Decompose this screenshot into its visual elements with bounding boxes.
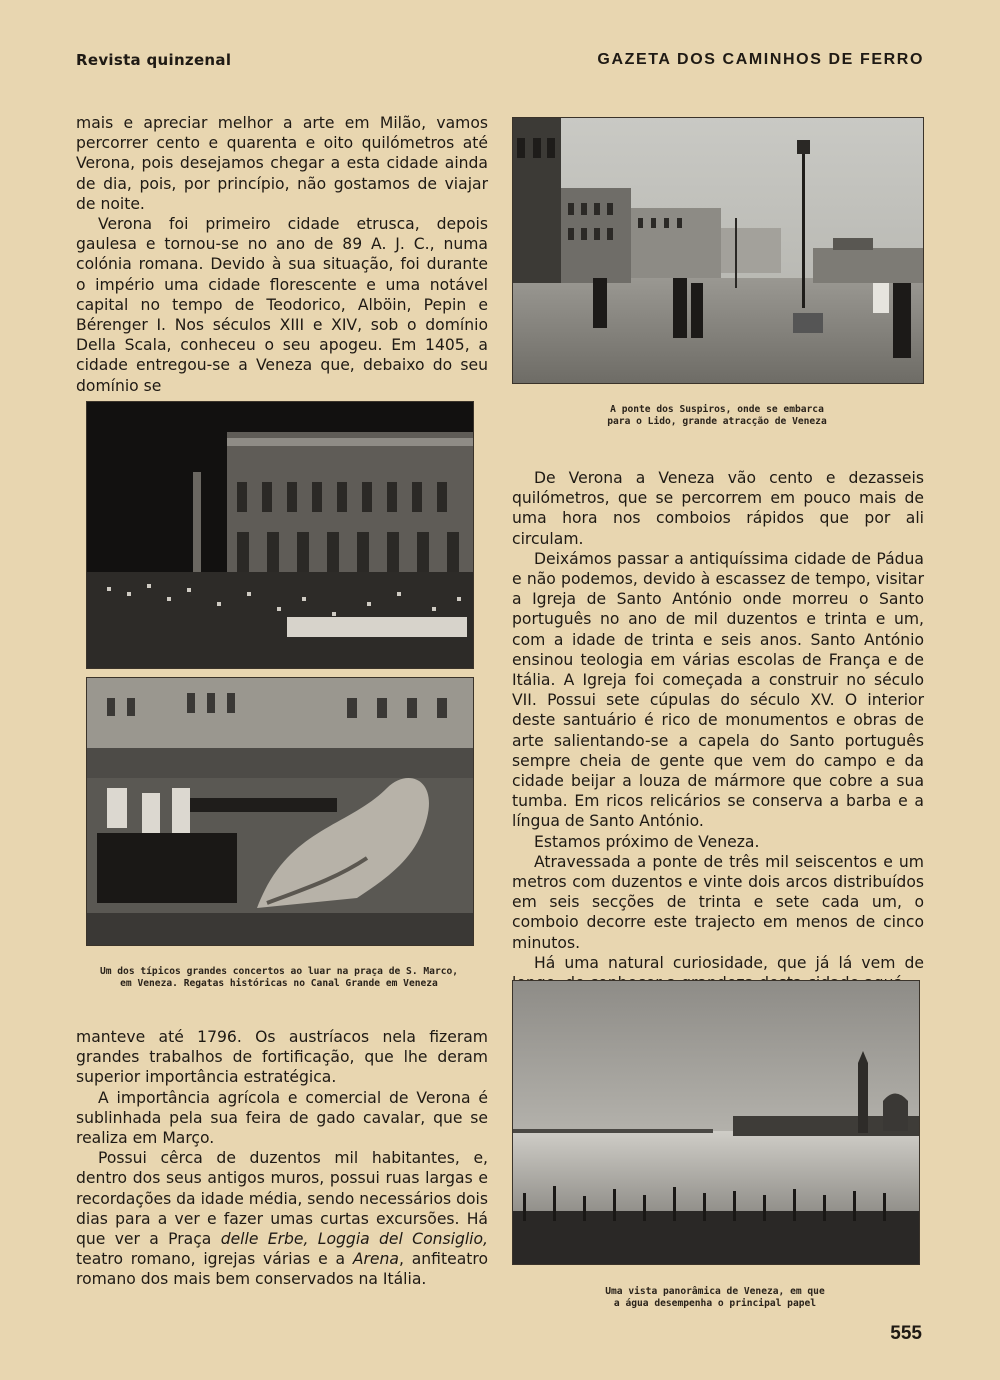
italic-arena: Arena (352, 1250, 399, 1269)
text-run: Possui cêrca de duzentos mil habitantes, e, dentro dos seus antigos muros, possui ruas largas e recordações da idade média, sendo necessários dois dias para a ver e fazer umas curtas excursões. Há que ver a Praça (76, 1149, 488, 1249)
photo-grand-canal-regatta (86, 677, 474, 946)
photo-san-marco-concert (86, 401, 474, 669)
caption-line: em Veneza. Regatas históricas no Canal Grande em Veneza (120, 978, 438, 989)
paragraph: Deixámos passar a antiquíssima cidade de Pádua e não podemos, devido à escassez de tempo, visitar a Igreja de Santo António onde morreu o Santo português no ano de mil duzentos e trinta e um, com a idade de trinta e seis anos. Santo António ensinou teologia em várias escolas de França e de Itália. A Igreja foi começada a construir no século VII. Possui sete cúpulas do século XV. O interior deste santuário é rico de monumentos e obras de arte salientando-se a capela do Santo português sempre cheia de gente que vem do campo e da cidade beijar a louza de mármore que cobre a sua tumba. Em ricos relicários se conserva a barba e a língua de Santo António. (512, 549, 924, 831)
paragraph: De Verona a Veneza vão cento e dezasseis quilómetros, que se percorrem em pouco mais de uma hora nos comboios rápidos que por ali circulam. (512, 469, 924, 548)
text-run: , anfiteatro romano dos mais bem conservados na Itália. (76, 1250, 488, 1289)
paragraph: Atravessada a ponte de três mil seiscentos e um metros com duzentos e vinte dois arcos distribuídos em seis secções de trinta e sete cada um, o comboio decorre este trajecto em menos de cinco minutos. (512, 852, 924, 952)
paragraph (76, 1148, 488, 1289)
caption-waterfront (512, 404, 922, 428)
text-run: teatro romano, igrejas várias e a (76, 1250, 353, 1269)
paragraph: mais e apreciar melhor a arte em Milão, vamos percorrer cento e quarenta e oito quilómetros até Verona, pois desejamos chegar a esta cidade ainda de dia, pois, por princípio, não gostamos de viajar de noite. (76, 114, 488, 213)
paragraph: manteve até 1796. Os austríacos nela fizeram grandes trabalhos de fortificação, que lhe deram superior importância estratégica. (76, 1028, 488, 1087)
caption-line: Uma vista panorâmica de Veneza, em que (605, 1286, 825, 1297)
photo-venice-panorama (512, 980, 920, 1265)
caption-concert-regatta (86, 966, 472, 990)
italic-place-names: delle Erbe, Loggia del Consiglio, (220, 1230, 489, 1249)
left-column-top-text (76, 113, 488, 396)
paragraph: Há uma natural curiosidade, que já lá vem de (534, 953, 924, 972)
photo-waterfront-promenade (512, 117, 924, 384)
left-column-bottom-text (76, 1027, 488, 1290)
caption-line: Um dos típicos grandes concertos ao luar na praça de S. Marco, (99, 966, 459, 977)
caption-panorama (512, 1286, 918, 1310)
paragraph: Verona foi primeiro cidade etrusca, depois gaulesa e tornou-se no ano de 89 A. J. C., numa colónia romana. Devido à sua situação, foi durante o império uma cidade florescente e uma notável capital no tempo de Teodorico, Alböin, Pepin e Bérenger I. Nos séculos XIII e XIV, sob o domínio Della Scala, conheceu o seu apogeu. Em 1405, a cidade entregou-se a Veneza que, debaixo do seu domínio se (76, 215, 488, 395)
caption-line: A ponte dos Suspiros, onde se embarca (610, 404, 824, 415)
paragraph: A importância agrícola e comercial de Verona é sublinhada pela sua feira de gado cavalar, que se realiza em Março. (76, 1088, 488, 1148)
header-publication-frequency: Revista quinzenal (76, 51, 232, 69)
right-column-text (512, 468, 924, 993)
paragraph: Estamos próximo de Veneza. (534, 832, 760, 851)
page-number: 555 (890, 1323, 922, 1344)
header-magazine-title: GAZETA DOS CAMINHOS DE FERRO (597, 51, 924, 68)
caption-line: para o Lido, grande atracção de Veneza (607, 416, 827, 427)
caption-line: a água desempenha o principal papel (613, 1298, 817, 1309)
